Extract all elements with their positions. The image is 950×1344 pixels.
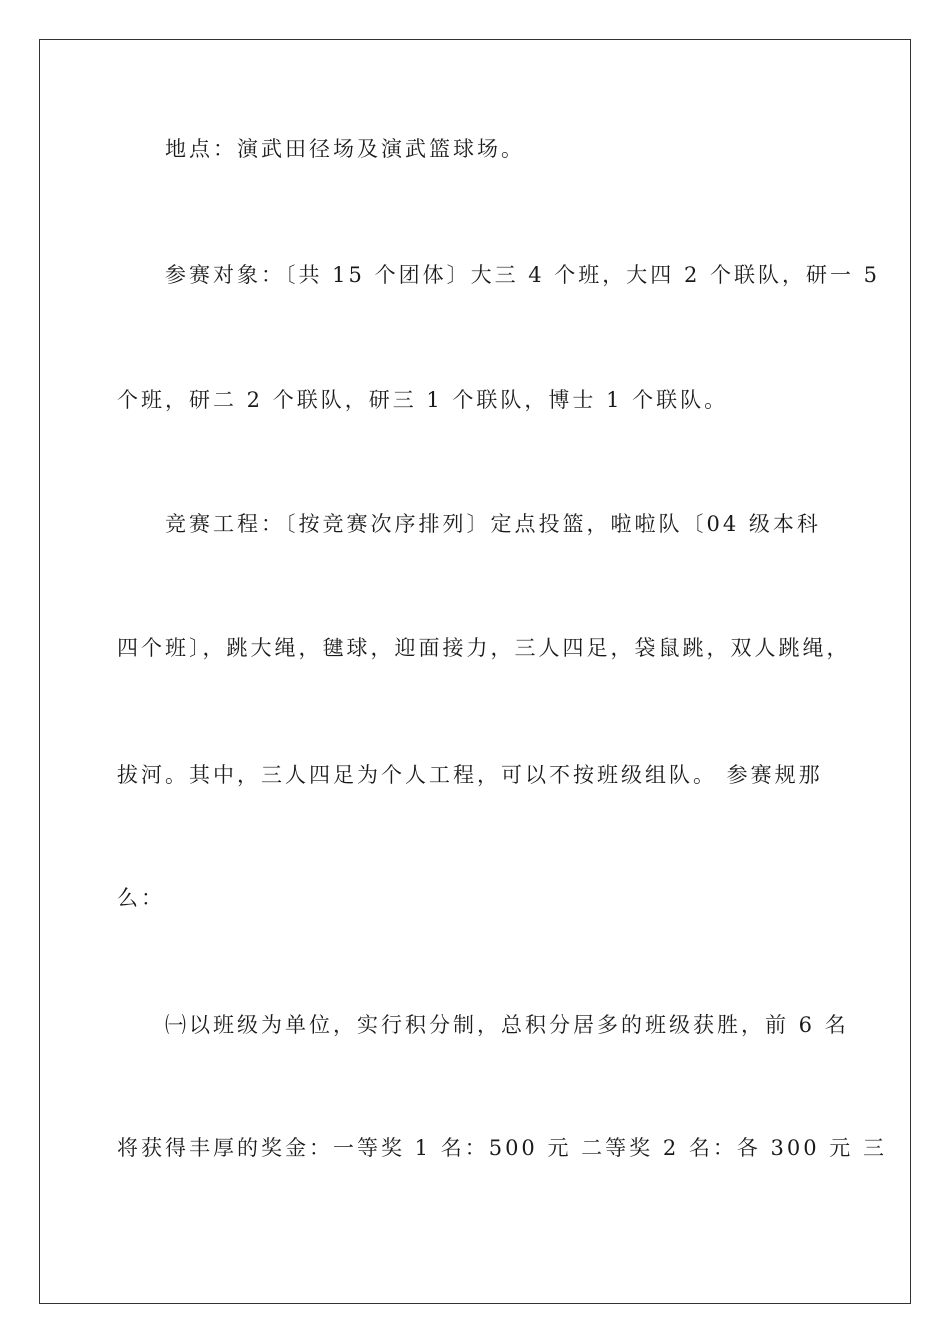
text-line-events-1: 竞赛工程：〔按竞赛次序排列〕定点投篮，啦啦队〔04 级本科: [165, 512, 821, 536]
text-line-rules-heading: 么：: [117, 886, 165, 910]
text-line-location: 地点：演武田径场及演武篮球场。: [165, 137, 525, 161]
text-line-participants-1: 参赛对象：〔共 15 个团体〕大三 4 个班，大四 2 个联队，研一 5: [165, 263, 881, 287]
page-border: [39, 39, 911, 1304]
text-line-events-2: 四个班〕，跳大绳，毽球，迎面接力，三人四足，袋鼠跳，双人跳绳，: [117, 636, 851, 660]
text-line-events-3: 拔河。其中，三人四足为个人工程，可以不按班级组队。 参赛规那: [117, 763, 823, 787]
text-line-participants-2: 个班，研二 2 个联队，研三 1 个联队，博士 1 个联队。: [117, 388, 729, 412]
text-line-rules-2: 将获得丰厚的奖金：一等奖 1 名：500 元 二等奖 2 名：各 300 元 三: [117, 1136, 887, 1160]
text-line-rules-1: ㈠以班级为单位，实行积分制，总积分居多的班级获胜，前 6 名: [165, 1013, 849, 1037]
